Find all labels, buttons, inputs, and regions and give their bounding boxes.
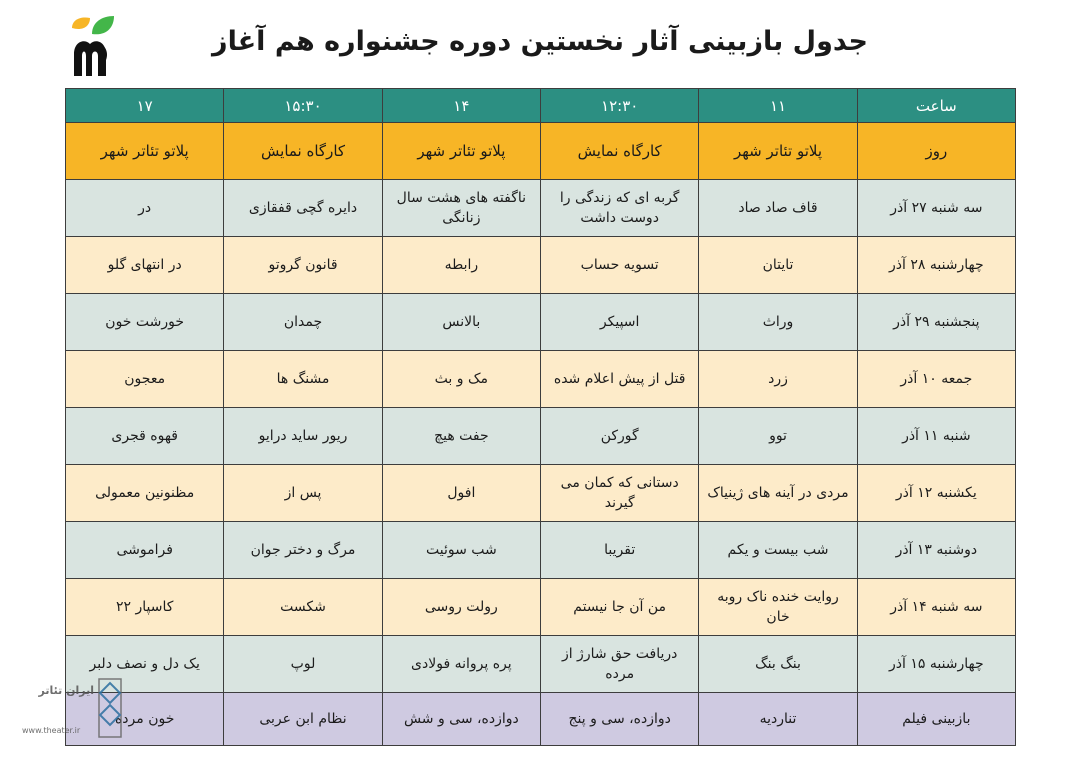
table-cell: یک دل و نصف دلبر <box>66 636 224 693</box>
table-cell: در <box>66 180 224 237</box>
table-cell: مشنگ ها <box>224 351 382 408</box>
table-cell: ناگفته های هشت سال زنانگی <box>382 180 540 237</box>
table-cell: وراث <box>699 294 857 351</box>
table-cell: شب سوئیت <box>382 522 540 579</box>
table-row <box>66 351 1016 408</box>
row-label-cell: سه شنبه ۱۴ آذر <box>857 579 1015 636</box>
table-cell: روایت خنده ناک روبه خان <box>699 579 857 636</box>
table-cell: تناردیه <box>699 693 857 746</box>
row-label-cell: جمعه ۱۰ آذر <box>857 351 1015 408</box>
table-cell: خون مرده <box>66 693 224 746</box>
table-cell: تقریبا <box>541 522 699 579</box>
table-cell: دایره گچی قفقازی <box>224 180 382 237</box>
table-cell: توو <box>699 408 857 465</box>
table-cell: مردی در آینه های ژینیاک <box>699 465 857 522</box>
row-label-cell: بازبینی فیلم <box>857 693 1015 746</box>
header-row-times <box>66 89 1016 123</box>
table-cell: پلاتو تئاتر شهر <box>699 123 857 180</box>
row-label-cell: روز <box>857 123 1015 180</box>
table-cell: پره پروانه فولادی <box>382 636 540 693</box>
table-cell: تایتان <box>699 237 857 294</box>
table-cell: اسپیکر <box>541 294 699 351</box>
table-cell: مظنونین معمولی <box>66 465 224 522</box>
table-cell: قانون گروتو <box>224 237 382 294</box>
table-cell: تسویه حساب <box>541 237 699 294</box>
schedule-table <box>65 88 1016 746</box>
table-row <box>66 579 1016 636</box>
table-row <box>66 522 1016 579</box>
table-row <box>66 465 1016 522</box>
table-cell: ۱۴ <box>382 89 540 123</box>
row-label-cell: سه شنبه ۲۷ آذر <box>857 180 1015 237</box>
table-cell: قهوه قجری <box>66 408 224 465</box>
row-label-cell: چهارشنبه ۲۸ آذر <box>857 237 1015 294</box>
table-cell: افول <box>382 465 540 522</box>
table-cell: مک و بث <box>382 351 540 408</box>
page-title: جدول بازبینی آثار نخستین دوره جشنواره هم آغاز <box>212 26 868 57</box>
table-cell: معجون <box>66 351 224 408</box>
table-row <box>66 180 1016 237</box>
row-label-cell: پنجشنبه ۲۹ آذر <box>857 294 1015 351</box>
table-cell: بالانس <box>382 294 540 351</box>
table-cell: دوازده، سی و شش <box>382 693 540 746</box>
table-cell: پلاتو تئاتر شهر <box>382 123 540 180</box>
table-row <box>66 294 1016 351</box>
table-row <box>66 237 1016 294</box>
table-row <box>66 408 1016 465</box>
row-label-cell: شنبه ۱۱ آذر <box>857 408 1015 465</box>
table-cell: بنگ بنگ <box>699 636 857 693</box>
table-cell: کاسپار ۲۲ <box>66 579 224 636</box>
header-row-venues <box>66 123 1016 180</box>
table-cell: شب بیست و یکم <box>699 522 857 579</box>
row-label-cell: دوشنبه ۱۳ آذر <box>857 522 1015 579</box>
row-label-cell: چهارشنبه ۱۵ آذر <box>857 636 1015 693</box>
table-cell: خورشت خون <box>66 294 224 351</box>
table-cell: رابطه <box>382 237 540 294</box>
table-cell: دریافت حق شارژ از مرده <box>541 636 699 693</box>
table-cell: زرد <box>699 351 857 408</box>
table-cell: کارگاه نمایش <box>224 123 382 180</box>
table-cell: پلاتو تئاتر شهر <box>66 123 224 180</box>
table-cell: ریور ساید درایو <box>224 408 382 465</box>
table-cell: رولت روسی <box>382 579 540 636</box>
table-cell: لوپ <box>224 636 382 693</box>
table-cell: شکست <box>224 579 382 636</box>
table-cell: نظام ابن عربی <box>224 693 382 746</box>
table-cell: ۱۷ <box>66 89 224 123</box>
watermark <box>22 678 132 740</box>
table-cell: ۱۵:۳۰ <box>224 89 382 123</box>
table-cell: گورکن <box>541 408 699 465</box>
film-review-row <box>66 693 1016 746</box>
table-cell: پس از <box>224 465 382 522</box>
table-cell: مرگ و دختر جوان <box>224 522 382 579</box>
table-cell: قاف صاد صاد <box>699 180 857 237</box>
watermark-text: ایران تئاتر <box>38 684 94 697</box>
table-row <box>66 636 1016 693</box>
table-cell: ۱۲:۳۰ <box>541 89 699 123</box>
table-cell: قتل از پیش اعلام شده <box>541 351 699 408</box>
table-cell: فراموشی <box>66 522 224 579</box>
table-cell: من آن جا نیستم <box>541 579 699 636</box>
watermark-url: www.theater.ir <box>22 726 81 735</box>
table-cell: چمدان <box>224 294 382 351</box>
table-cell: در انتهای گلو <box>66 237 224 294</box>
table-cell: جفت هیچ <box>382 408 540 465</box>
table-cell: کارگاه نمایش <box>541 123 699 180</box>
table-cell: گربه ای که زندگی را دوست داشت <box>541 180 699 237</box>
row-label-cell: یکشنبه ۱۲ آذر <box>857 465 1015 522</box>
table-cell: دستانی که کمان می گیرند <box>541 465 699 522</box>
table-cell: دوازده، سی و پنج <box>541 693 699 746</box>
table-cell: ۱۱ <box>699 89 857 123</box>
row-label-cell: ساعت <box>857 89 1015 123</box>
